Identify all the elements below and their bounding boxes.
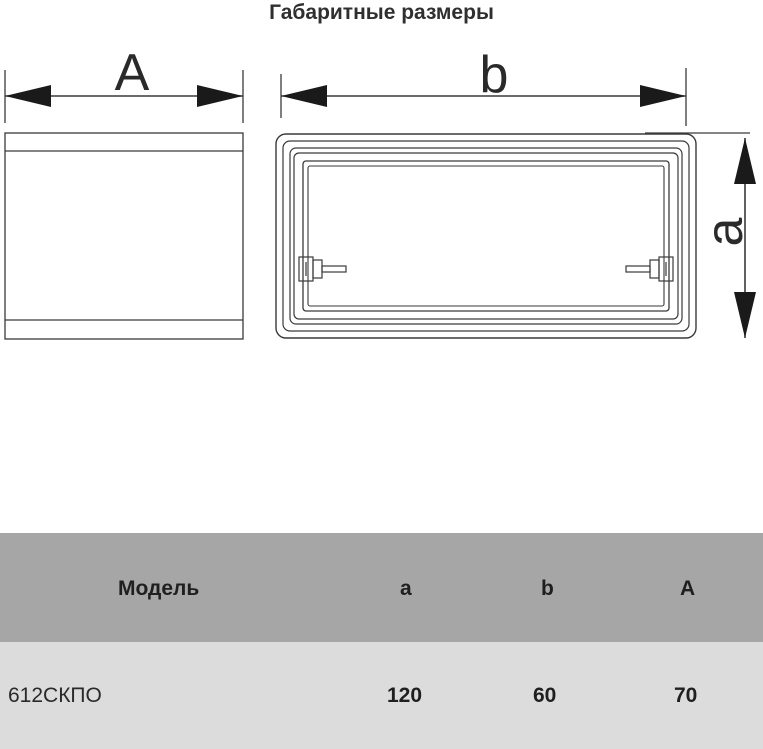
duct-opening-inner [308,166,664,306]
cell-b: 60 [533,684,557,707]
arrow-left-icon [281,85,327,107]
front-view [276,68,756,338]
frame-lip-inner [294,153,678,319]
page-title: Габаритные размеры [269,1,494,24]
header-A: A [680,577,696,600]
duct-opening [303,161,669,311]
arrow-right-icon [197,85,243,107]
arrow-left-icon [5,85,51,107]
header-b: b [541,577,554,600]
frame-lip [290,148,682,324]
left-clip [299,257,346,281]
frame-outer-inner [283,141,689,331]
arrow-right-icon [640,85,686,107]
side-view [5,70,243,339]
dimensions-table [0,533,763,749]
header-model: Модель [118,577,200,600]
label-a: a [696,217,754,247]
right-clip [626,257,673,281]
cell-A: 70 [674,684,698,707]
header-a: a [400,577,412,600]
label-A: A [114,44,150,102]
cell-model: 612СКПО [8,684,102,707]
label-b: b [479,46,509,104]
arrow-up-icon [734,138,756,184]
table-header-row [0,533,763,642]
cell-a: 120 [387,684,423,707]
side-body [5,133,243,339]
arrow-down-icon [734,292,756,338]
frame-outer [276,134,696,338]
table-row [0,642,763,749]
